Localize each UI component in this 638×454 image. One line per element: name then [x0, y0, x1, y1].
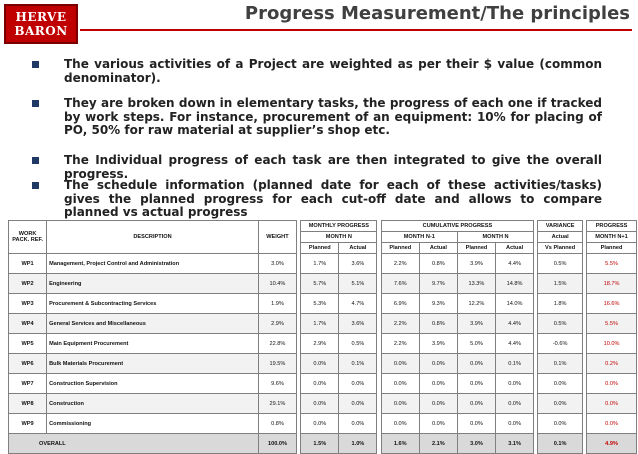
cnp-cell: 0.0% [457, 354, 495, 374]
cna-cell: 0.0% [496, 374, 534, 394]
ma-cell: 0.0% [339, 374, 377, 394]
work-pack-cell: WP1 [9, 254, 47, 274]
progress-table [8, 220, 637, 454]
square-bullet-icon [32, 182, 39, 189]
table-row [9, 334, 637, 354]
c1p-cell: 0.0% [381, 394, 419, 414]
mp-cell: 0.0% [301, 394, 339, 414]
next-cell: 0.0% [587, 394, 637, 414]
var-cell: 0.0% [538, 414, 582, 434]
c1p-cell: 2.2% [381, 314, 419, 334]
var-cell: 0.1% [538, 354, 582, 374]
c1p-cell: 7.6% [381, 274, 419, 294]
table-row [9, 274, 637, 294]
mp-cell: 5.3% [301, 294, 339, 314]
bullet-item [24, 58, 602, 97]
var-cell: 0.5% [538, 314, 582, 334]
bullet-text: The Individual progress of each task are then integrated to give the overall progress. [64, 153, 602, 181]
ma-cell: 3.6% [339, 254, 377, 274]
cnp-cell: 3.9% [457, 254, 495, 274]
header-actual: Actual [339, 243, 377, 254]
overall-label-cell: OVERALL [9, 434, 259, 454]
header-monthly-progress: MONTHLY PROGRESS [301, 221, 377, 232]
description-cell: Commissioning [47, 414, 259, 434]
cnp-cell: 5.0% [457, 334, 495, 354]
next-cell: 4.9% [587, 434, 637, 454]
mp-cell: 5.7% [301, 274, 339, 294]
next-cell: 0.0% [587, 414, 637, 434]
table-row [9, 254, 637, 274]
table-row [9, 314, 637, 334]
cnp-cell: 0.0% [457, 394, 495, 414]
header-progress: PROGRESS [587, 221, 637, 232]
ma-cell: 0.5% [339, 334, 377, 354]
header-cumulative-progress: CUMULATIVE PROGRESS [381, 221, 533, 232]
work-pack-cell: WP2 [9, 274, 47, 294]
weight-cell: 1.9% [258, 294, 296, 314]
work-pack-cell: WP9 [9, 414, 47, 434]
cna-cell: 3.1% [496, 434, 534, 454]
description-cell: Management, Project Control and Administration [47, 254, 259, 274]
description-cell: Procurement & Subcontracting Services [47, 294, 259, 314]
weight-cell: 0.8% [258, 414, 296, 434]
cnp-cell: 0.0% [457, 414, 495, 434]
cna-cell: 0.0% [496, 394, 534, 414]
next-cell: 5.5% [587, 254, 637, 274]
cnp-cell: 13.3% [457, 274, 495, 294]
table-row [9, 374, 637, 394]
ma-cell: 1.0% [339, 434, 377, 454]
header-actual: Actual [419, 243, 457, 254]
next-cell: 10.0% [587, 334, 637, 354]
header-actual: Actual [538, 232, 582, 243]
cna-cell: 14.0% [496, 294, 534, 314]
mp-cell: 0.0% [301, 374, 339, 394]
work-pack-cell: WP7 [9, 374, 47, 394]
weight-cell: 3.0% [258, 254, 296, 274]
description-cell: Bulk Materials Procurement [47, 354, 259, 374]
c1a-cell: 3.9% [419, 334, 457, 354]
header-month-n: MONTH N [301, 232, 377, 243]
square-bullet-icon [32, 100, 39, 107]
c1p-cell: 6.9% [381, 294, 419, 314]
mp-cell: 1.7% [301, 314, 339, 334]
c1a-cell: 0.0% [419, 414, 457, 434]
cnp-cell: 12.2% [457, 294, 495, 314]
c1a-cell: 0.0% [419, 374, 457, 394]
header-planned: Planned [301, 243, 339, 254]
var-cell: 0.0% [538, 394, 582, 414]
header-description: DESCRIPTION [47, 221, 259, 254]
bullet-item [24, 179, 602, 224]
c1p-cell: 0.0% [381, 354, 419, 374]
var-cell: 0.0% [538, 374, 582, 394]
square-bullet-icon [32, 61, 39, 68]
work-pack-cell: WP8 [9, 394, 47, 414]
c1p-cell: 0.0% [381, 414, 419, 434]
cna-cell: 4.4% [496, 254, 534, 274]
mp-cell: 0.0% [301, 354, 339, 374]
logo-line-1: HERVE [15, 10, 67, 24]
header-planned: Planned [587, 243, 637, 254]
header-month-n: MONTH N [457, 232, 533, 243]
cna-cell: 4.4% [496, 334, 534, 354]
cna-cell: 4.4% [496, 314, 534, 334]
cna-cell: 0.1% [496, 354, 534, 374]
next-cell: 18.7% [587, 274, 637, 294]
c1a-cell: 9.7% [419, 274, 457, 294]
description-cell: General Services and Miscellaneous [47, 314, 259, 334]
table-row [9, 354, 637, 374]
bullet-list [24, 58, 602, 224]
ma-cell: 0.1% [339, 354, 377, 374]
weight-cell: 19.5% [258, 354, 296, 374]
cnp-cell: 3.9% [457, 314, 495, 334]
var-cell: 0.5% [538, 254, 582, 274]
c1a-cell: 0.0% [419, 354, 457, 374]
description-cell: Main Equipment Procurement [47, 334, 259, 354]
logo [4, 4, 78, 44]
header-work-pack: WORK PACK. REF. [9, 221, 47, 254]
var-cell: 1.5% [538, 274, 582, 294]
bullet-text: They are broken down in elementary tasks, the progress of each one if tracked by work steps. For instance, procurement of an equipment: 10% for placing of PO, 50% for raw material at supplier’s shop etc. [64, 96, 602, 137]
weight-cell: 2.9% [258, 314, 296, 334]
table-row [9, 294, 637, 314]
weight-cell: 100.0% [258, 434, 296, 454]
c1a-cell: 9.3% [419, 294, 457, 314]
cnp-cell: 3.0% [457, 434, 495, 454]
var-cell: 0.1% [538, 434, 582, 454]
bullet-item [24, 154, 602, 179]
description-cell: Construction [47, 394, 259, 414]
cna-cell: 14.8% [496, 274, 534, 294]
c1p-cell: 2.2% [381, 254, 419, 274]
bullet-text: The various activities of a Project are weighted as per their $ value (common denominator). [64, 57, 602, 85]
weight-cell: 29.1% [258, 394, 296, 414]
weight-cell: 10.4% [258, 274, 296, 294]
weight-cell: 22.8% [258, 334, 296, 354]
total-row [9, 434, 637, 454]
table-row [9, 414, 637, 434]
ma-cell: 5.1% [339, 274, 377, 294]
work-pack-cell: WP4 [9, 314, 47, 334]
ma-cell: 3.6% [339, 314, 377, 334]
header-variance: VARIANCE [538, 221, 582, 232]
next-cell: 0.2% [587, 354, 637, 374]
c1a-cell: 0.8% [419, 254, 457, 274]
c1a-cell: 0.8% [419, 314, 457, 334]
c1p-cell: 2.2% [381, 334, 419, 354]
table-body [9, 254, 637, 454]
header-planned: Planned [381, 243, 419, 254]
logo-line-2: BARON [14, 24, 68, 38]
ma-cell: 0.0% [339, 394, 377, 414]
c1p-cell: 0.0% [381, 374, 419, 394]
description-cell: Engineering [47, 274, 259, 294]
work-pack-cell: WP5 [9, 334, 47, 354]
next-cell: 16.6% [587, 294, 637, 314]
work-pack-cell: WP3 [9, 294, 47, 314]
page-title: Progress Measurement/The principles [244, 3, 630, 24]
square-bullet-icon [32, 157, 39, 164]
ma-cell: 0.0% [339, 414, 377, 434]
var-cell: 1.8% [538, 294, 582, 314]
mp-cell: 1.5% [301, 434, 339, 454]
var-cell: -0.6% [538, 334, 582, 354]
title-underline [80, 29, 632, 31]
table-row [9, 394, 637, 414]
next-cell: 0.0% [587, 374, 637, 394]
weight-cell: 9.6% [258, 374, 296, 394]
bullet-text: The schedule information (planned date for each of these activities/tasks) gives the planned progress for each cut-off date and allows to compare planned vs actual progress [64, 178, 602, 219]
cna-cell: 0.0% [496, 414, 534, 434]
header-planned: Planned [457, 243, 495, 254]
c1a-cell: 2.1% [419, 434, 457, 454]
header-month-n-minus-1: MONTH N-1 [381, 232, 457, 243]
mp-cell: 2.9% [301, 334, 339, 354]
header-vs-planned: Vs Planned [538, 243, 582, 254]
work-pack-cell: WP6 [9, 354, 47, 374]
description-cell: Construction Supervision [47, 374, 259, 394]
c1p-cell: 1.6% [381, 434, 419, 454]
bullet-item [24, 97, 602, 154]
next-cell: 5.5% [587, 314, 637, 334]
cnp-cell: 0.0% [457, 374, 495, 394]
header-month-n-plus-1: MONTH N+1 [587, 232, 637, 243]
ma-cell: 4.7% [339, 294, 377, 314]
c1a-cell: 0.0% [419, 394, 457, 414]
header-actual: Actual [496, 243, 534, 254]
header-weight: WEIGHT [258, 221, 296, 254]
mp-cell: 1.7% [301, 254, 339, 274]
mp-cell: 0.0% [301, 414, 339, 434]
